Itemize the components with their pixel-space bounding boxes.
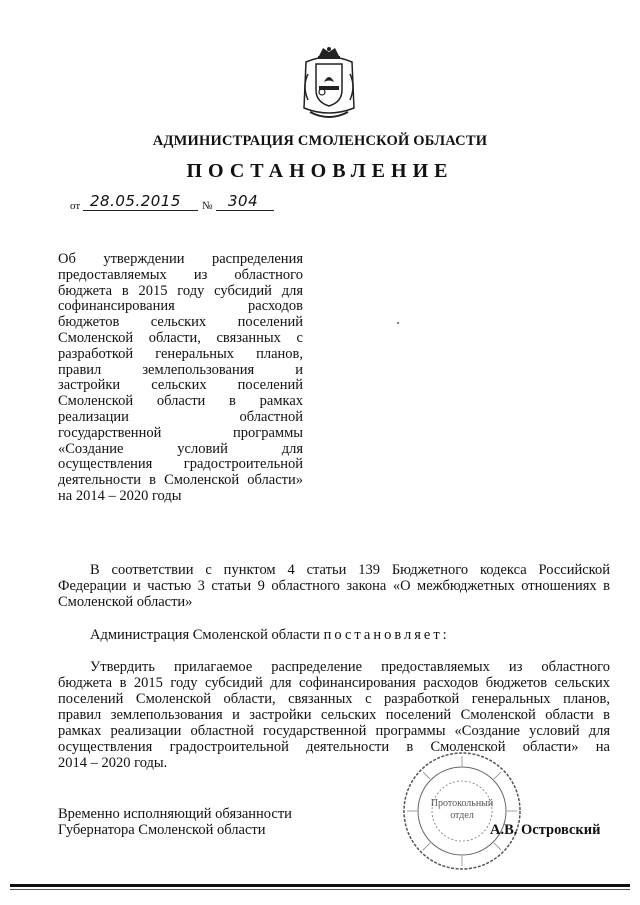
stamp-text-line: отдел — [450, 810, 474, 821]
subject-line: государственной программы — [58, 424, 303, 441]
signatory-name: А.В. Островский — [490, 822, 601, 838]
decree-subject — [58, 252, 303, 505]
paragraph-line: поселений Смоленской области, связанных с разработкой генеральных планов, — [58, 691, 610, 707]
subject-line: деятельности в Смоленской области» — [58, 472, 303, 489]
subject-line: застройки сельских поселений — [58, 377, 303, 394]
round-stamp-icon — [398, 748, 526, 874]
scan-speck — [397, 322, 399, 324]
document-type-title: ПОСТАНОВЛЕНИЕ — [186, 160, 454, 182]
page-bottom-rule — [10, 884, 630, 887]
decree-date-number — [70, 192, 330, 216]
position-line: Временно исполняющий обязанности — [58, 806, 292, 822]
subject-line: бюджетов сельских поселений — [58, 314, 303, 331]
stamp-text — [398, 798, 526, 822]
subject-line: бюджета в 2015 году субсидий для — [58, 282, 303, 299]
subject-line: на 2014 – 2020 годы — [58, 487, 182, 504]
legal-basis-paragraph — [58, 562, 610, 610]
subject-line: Об утверждении распределения — [58, 251, 303, 267]
paragraph-line: бюджета в 2015 году субсидий для софинансирования расходов бюджетов сельских — [58, 675, 610, 691]
signatory-position — [58, 806, 292, 838]
date-prefix: от — [70, 200, 81, 212]
paragraph-line: Смоленской области» — [58, 594, 193, 610]
smolensk-coat-of-arms-icon — [300, 46, 358, 124]
subject-line: реализации областной — [58, 408, 303, 425]
number-underline — [216, 210, 274, 211]
resolves-word: постановляет: — [323, 627, 450, 643]
subject-line: правил землепользования и — [58, 361, 303, 378]
stamp-text-line: Протокольный — [430, 798, 494, 809]
resolves-paragraph — [58, 627, 610, 643]
paragraph-line: В соответствии с пунктом 4 статьи 139 Бюджетного кодекса Российской — [90, 562, 610, 578]
decree-number: 304 — [228, 192, 259, 210]
order-paragraph — [58, 659, 610, 771]
subject-line: «Создание условий для — [58, 440, 303, 457]
paragraph-line: осуществления градостроительной деятельности в Смоленской области» на — [58, 739, 610, 755]
subject-line: софинансирования расходов — [58, 298, 303, 315]
paragraph-line: правил землепользования и застройки сельских поселений Смоленской области в — [58, 707, 610, 723]
paragraph-line: рамках реализации областной государственной программы «Создание условий для — [58, 723, 610, 739]
date-underline — [83, 210, 198, 211]
paragraph-line: Утвердить прилагаемое распределение предоставляемых из областного — [90, 659, 610, 675]
page-bottom-rule-thin — [10, 889, 630, 890]
paragraph-line: Федерации и частью 3 статьи 9 областного закона «О межбюджетных отношениях в — [58, 578, 610, 594]
paragraph-line: 2014 – 2020 годы. — [58, 755, 168, 771]
subject-line: разработкой генеральных планов, — [58, 345, 303, 362]
number-prefix: № — [202, 200, 213, 212]
subject-line: предоставляемых из областного — [58, 266, 303, 283]
decree-date: 28.05.2015 — [90, 192, 181, 210]
subject-line: Смоленской области, связанных с — [58, 329, 303, 346]
subject-line: осуществления градостроительной — [58, 456, 303, 473]
position-line: Губернатора Смоленской области — [58, 822, 266, 838]
resolves-prefix: Администрация Смоленской области — [90, 627, 320, 643]
organization-title: АДМИНИСТРАЦИЯ СМОЛЕНСКОЙ ОБЛАСТИ — [152, 133, 488, 149]
subject-line: Смоленской области в рамках — [58, 393, 303, 410]
